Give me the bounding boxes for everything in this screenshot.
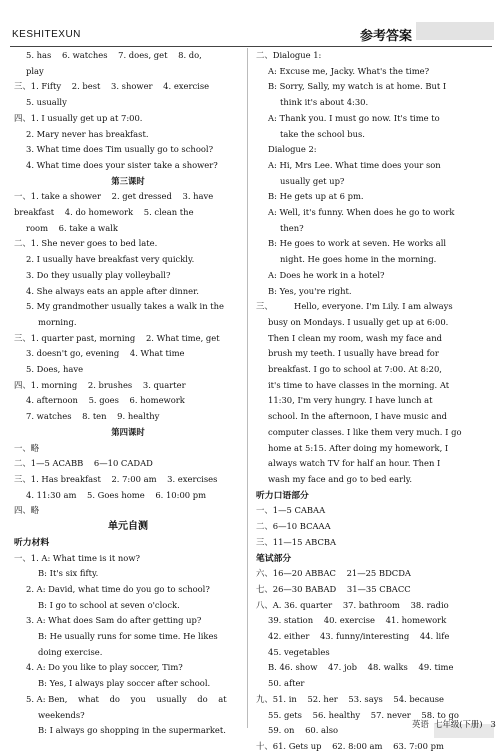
answer-line: 4. What time does your sister take a shower? (26, 159, 218, 170)
left-column (14, 48, 242, 739)
answer-line: 单元自测 (108, 521, 148, 533)
answer-line: take the school bus. (280, 128, 365, 139)
section-title: 参考答案 (360, 28, 413, 43)
answer-line: 59. on 60. also (268, 725, 339, 736)
answer-line: 三、1. Fifty 2. best 3. shower 4. exercise (14, 81, 210, 92)
answer-line: 听力口语部分 (256, 489, 309, 500)
answer-line: room 6. take a walk (26, 222, 118, 233)
publisher-name: KESHITEXUN (12, 29, 81, 40)
answer-line: 5. Does, have (26, 364, 84, 375)
answer-line: 一、1—5 CABAA (256, 505, 326, 516)
answer-line: 5. My grandmother usually takes a walk in the (26, 301, 224, 312)
answer-line: 3. What time does Tim usually go to school? (26, 144, 214, 155)
answer-line: B: He goes to work at seven. He works all (268, 238, 447, 249)
answer-line: B: Yes, I always play soccer after school. (38, 678, 211, 689)
page-footer: 英语 七年级(下册) 3 (412, 719, 496, 729)
answer-line: 第四课时 (111, 426, 145, 437)
answer-line: 3. doesn't go, evening 4. What time (26, 348, 185, 359)
answer-line: think it's about 4:30. (280, 97, 369, 108)
answer-line: Dialogue 2: (268, 144, 317, 155)
answer-line: 4. She always eats an apple after dinner. (26, 285, 199, 296)
answer-line: 55. gets 56. healthy 57. never 58. to go (268, 709, 459, 720)
answer-line: 3. Do they usually play volleyball? (26, 269, 171, 280)
answer-line: A: Thank you. I must go now. It's time to (268, 112, 440, 123)
answer-line: breakfast. I go to school at 7:00. At 8:20, (268, 364, 442, 375)
answer-line: 十、61. Gets up 62. 8:00 am 63. 7:00 pm (256, 740, 444, 751)
answer-line: it's time to have classes in the morning. At (268, 379, 450, 390)
answer-line: 六、16—20 ABBAC 21—25 BDCDA (256, 568, 411, 579)
answer-line: 三、 Hello, everyone. I'm Lily. I am always (256, 301, 453, 312)
answer-line: 笔试部分 (256, 552, 292, 563)
answer-line: busy on Mondays. I usually get up at 6:00. (268, 316, 449, 327)
answer-line: then? (280, 222, 304, 233)
answer-line: B: I always go shopping in the supermarket. (38, 725, 226, 736)
answer-line: usually get up? (280, 175, 345, 186)
answer-line: 4. 11:30 am 5. Goes home 6. 10:00 pm (26, 489, 207, 500)
answer-line: weekends? (38, 709, 85, 720)
answer-line: 42. either 43. funny/interesting 44. life (268, 631, 450, 642)
answer-line: 2. A: David, what time do you go to school? (26, 583, 210, 594)
header-decoration (416, 22, 494, 40)
answer-line: 二、1—5 ACABB 6—10 CADAD (14, 458, 153, 469)
answer-line: B: He usually runs for some time. He likes (38, 631, 218, 642)
answer-line: B: I go to school at seven o'clock. (38, 599, 180, 610)
answer-line: 四、略 (14, 505, 40, 516)
answer-line: B: Yes, you're right. (268, 285, 352, 296)
answer-line: 九、51. in 52. her 53. says 54. because (256, 693, 445, 704)
answer-line: 三、1. Has breakfast 2. 7:00 am 3. exercises (14, 473, 218, 484)
answer-line: 11:30, I'm very hungry. I have lunch at (268, 395, 433, 406)
answer-line: 一、1. A: What time is it now? (14, 552, 141, 563)
answer-line: B. 46. show 47. job 48. walks 49. time (268, 662, 454, 673)
answer-line: 2. Mary never has breakfast. (26, 128, 149, 139)
column-divider (247, 48, 248, 728)
answer-line: B: He gets up at 6 pm. (268, 191, 364, 202)
answer-line: 二、1. She never goes to bed late. (14, 238, 158, 249)
answer-line: 5. A: Ben, what do you usually do at (26, 693, 227, 704)
answer-line: always watch TV for half an hour. Then I (268, 458, 441, 469)
answer-line: 一、1. take a shower 2. get dressed 3. have (14, 191, 214, 202)
answer-line: doing exercise. (38, 646, 103, 657)
page-header (0, 0, 500, 46)
answer-line: A: Well, it's funny. When does he go to work (268, 207, 455, 218)
answer-line: 八、A. 36. quarter 37. bathroom 38. radio (256, 599, 449, 610)
answer-line: 一、略 (14, 442, 40, 453)
answer-line: 二、6—10 BCAAA (256, 521, 331, 532)
answer-line: 5. usually (26, 97, 67, 108)
answer-line: morning. (38, 316, 77, 327)
answer-line: 45. vegetables (268, 646, 330, 657)
answer-line: 三、1. quarter past, morning 2. What time, get (14, 332, 220, 343)
answer-line: 二、Dialogue 1: (256, 50, 322, 60)
header-rule (10, 46, 492, 47)
answer-line: A: Excuse me, Jacky. What's the time? (268, 65, 430, 76)
answer-line: 4. A: Do you like to play soccer, Tim? (26, 662, 183, 673)
right-column (256, 48, 492, 755)
answer-line: 50. after (268, 678, 305, 689)
answer-line: night. He goes home in the morning. (280, 254, 437, 265)
answer-line: 听力材料 (14, 536, 50, 547)
answer-line: 7. watches 8. ten 9. healthy (26, 411, 160, 422)
answer-line: 39. station 40. exercise 41. homework (268, 615, 447, 626)
answer-line: A: Hi, Mrs Lee. What time does your son (268, 159, 441, 170)
answer-line: 三、11—15 ABCBA (256, 536, 337, 547)
answer-line: school. In the afternoon, I have music and (268, 411, 447, 422)
answer-line: breakfast 4. do homework 5. clean the (14, 207, 194, 218)
answer-line: 第三课时 (111, 175, 145, 186)
answer-line: 七、26—30 BABAD 31—35 CBACC (256, 583, 411, 594)
answer-line: play (26, 65, 44, 76)
answer-line: A: Does he work in a hotel? (268, 269, 385, 280)
answer-line: computer classes. I like them very much. I go (268, 426, 462, 437)
answer-line: home at 5:15. After doing my homework, I (268, 442, 449, 453)
answer-line: 5. has 6. watches 7. does, get 8. do, (26, 50, 202, 60)
answer-line: 2. I usually have breakfast very quickly. (26, 254, 195, 265)
answer-line: B: It's six fifty. (38, 568, 99, 579)
answer-line: brush my teeth. I usually have bread for (268, 348, 439, 359)
answer-line: 4. afternoon 5. goes 6. homework (26, 395, 185, 406)
answer-line: Then I clean my room, wash my face and (268, 332, 443, 343)
answer-line: 3. A: What does Sam do after getting up? (26, 615, 202, 626)
answer-line: 四、1. morning 2. brushes 3. quarter (14, 379, 186, 390)
answer-line: B: Sorry, Sally, my watch is at home. But I (268, 81, 447, 92)
answer-line: 四、1. I usually get up at 7:00. (14, 112, 143, 123)
answer-line: wash my face and go to bed early. (268, 473, 413, 484)
